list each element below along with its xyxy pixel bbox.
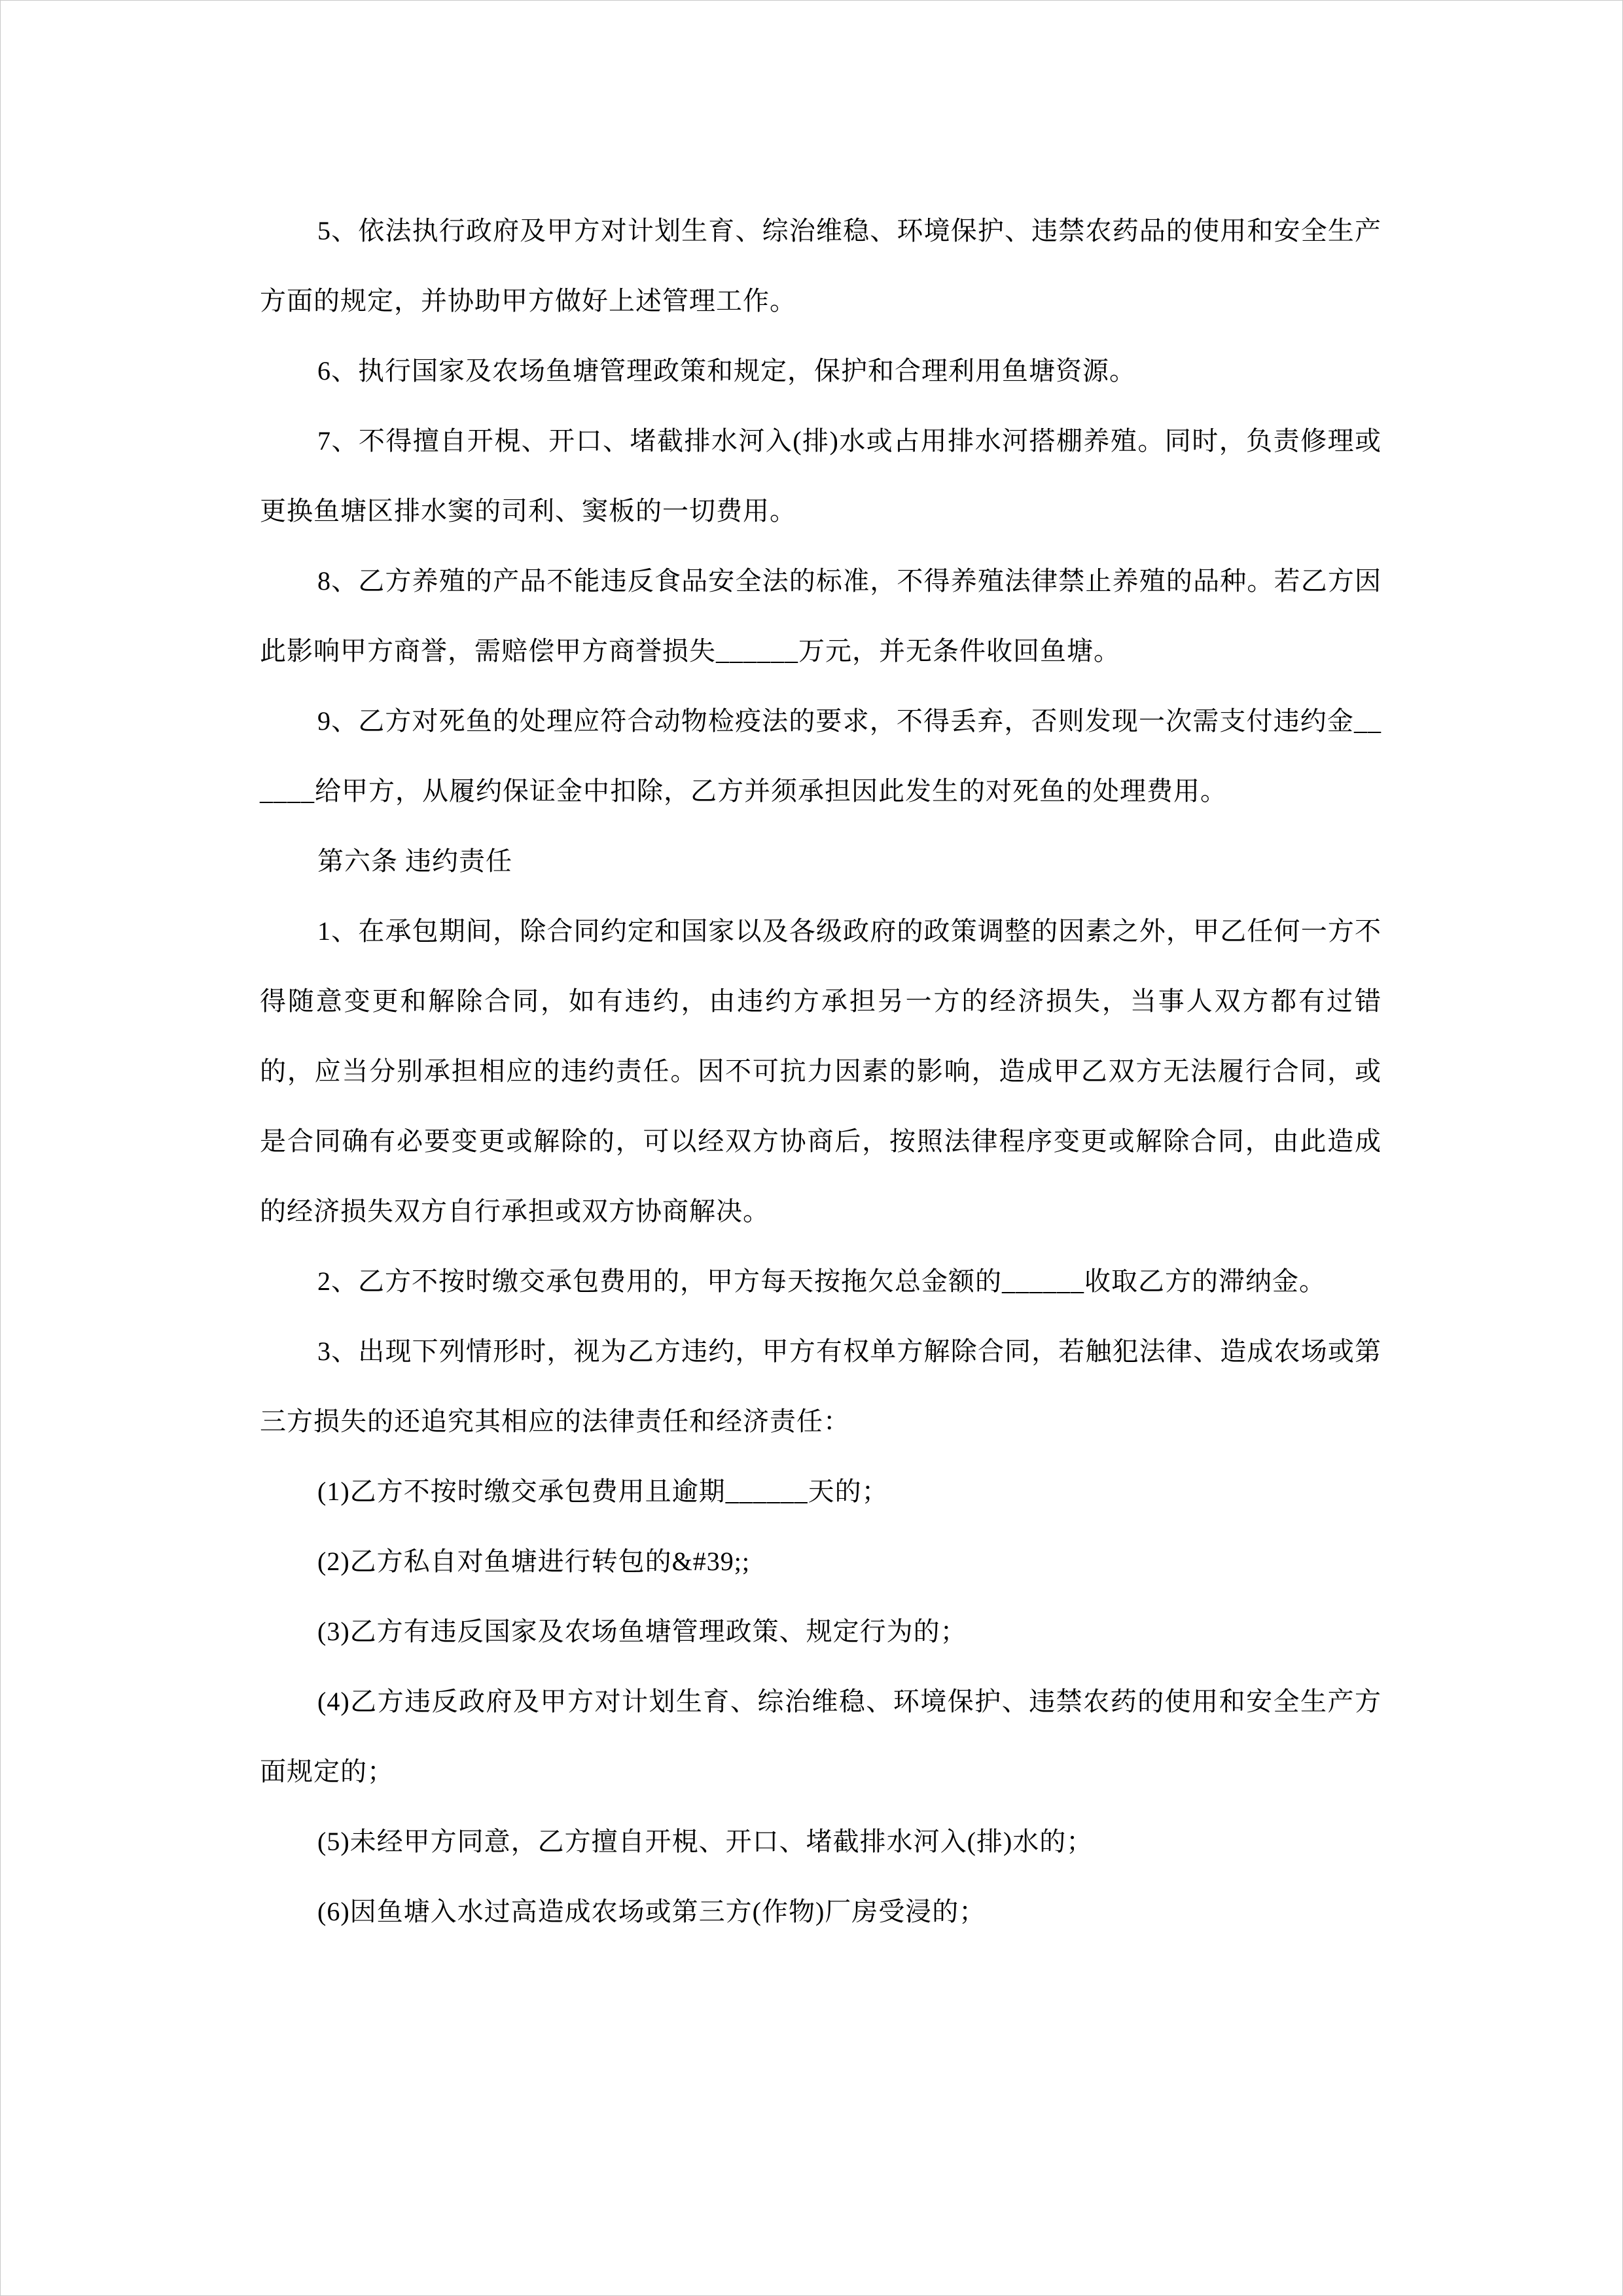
- breach-case-4: (4)乙方违反政府及甲方对计划生育、综治维稳、环境保护、违禁农药的使用和安全生产方面规定的；: [260, 1687, 1382, 1786]
- breach-case-3: (3)乙方有违反国家及农场鱼塘管理政策、规定行为的；: [317, 1617, 967, 1646]
- document-body: [1, 1, 1622, 1946]
- article-6-item-1: 1、在承包期间，除合同约定和国家以及各级政府的政策调整的因素之外，甲乙任何一方不得随意变更和解除合同，如有违约，由违约方承担另一方的经济损失，当事人双方都有过错的，应当分别承担相应的违约责任。因不可抗力因素的影响，造成甲乙双方无法履行合同，或是合同确有必要变更或解除的，可以经双方协商后，按照法律程序变更或解除合同，由此造成的经济损失双方自行承担或双方协商解决。: [260, 916, 1382, 1226]
- breach-case-1: (1)乙方不按时缴交承包费用且逾期______天的；: [317, 1477, 889, 1506]
- clause-5: 5、依法执行政府及甲方对计划生育、综治维稳、环境保护、违禁农药品的使用和安全生产方面的规定，并协助甲方做好上述管理工作。: [260, 216, 1382, 315]
- breach-case-6: (6)因鱼塘入水过高造成农场或第三方(作物)厂房受浸的；: [317, 1897, 986, 1926]
- article-6-item-2: 2、乙方不按时缴交承包费用的，甲方每天按拖欠总金额的______收取乙方的滞纳金。: [317, 1266, 1326, 1296]
- breach-case-5: (5)未经甲方同意，乙方擅自开梘、开口、堵截排水河入(排)水的；: [317, 1827, 1094, 1856]
- clause-9: 9、乙方对死鱼的处理应符合动物检疫法的要求，不得丢弃，否则发现一次需支付违约金______给甲方，从履约保证金中扣除，乙方并须承担因此发生的对死鱼的处理费用。: [260, 706, 1382, 806]
- clause-8: 8、乙方养殖的产品不能违反食品安全法的标准，不得养殖法律禁止养殖的品种。若乙方因此影响甲方商誉，需赔偿甲方商誉损失______万元，并无条件收回鱼塘。: [260, 566, 1382, 666]
- clause-7: 7、不得擅自开梘、开口、堵截排水河入(排)水或占用排水河搭棚养殖。同时，负责修理或更换鱼塘区排水窦的司利、窦板的一切费用。: [260, 426, 1382, 526]
- clause-6: 6、执行国家及农场鱼塘管理政策和规定，保护和合理利用鱼塘资源。: [317, 356, 1136, 386]
- article-6-item-3: 3、出现下列情形时，视为乙方违约，甲方有权单方解除合同，若触犯法律、造成农场或第三方损失的还追究其相应的法律责任和经济责任：: [260, 1336, 1382, 1436]
- article-6-heading: 第六条 违约责任: [317, 846, 512, 876]
- breach-case-2: (2)乙方私自对鱼塘进行转包的&#39;;: [317, 1547, 750, 1576]
